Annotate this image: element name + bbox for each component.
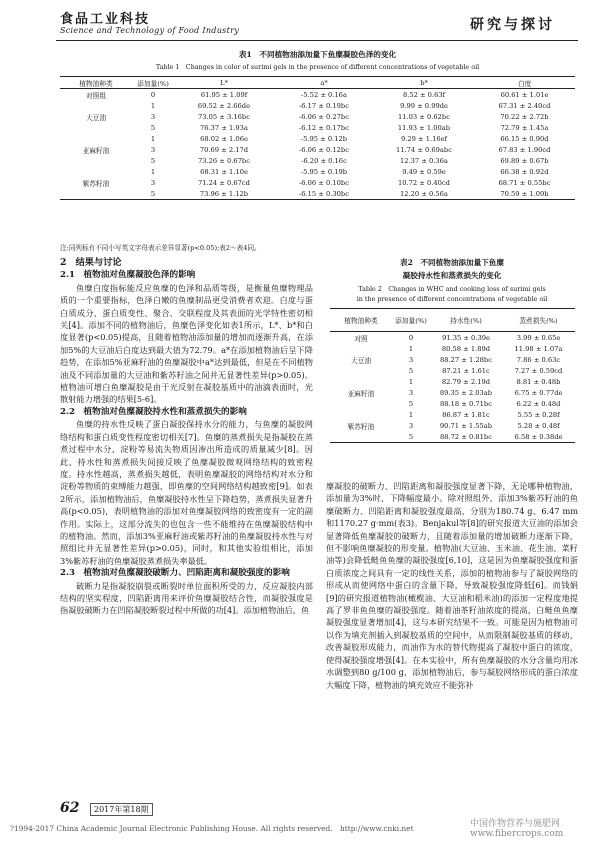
table-cell: 73.26 ± 0.67bc xyxy=(198,156,250,165)
table-cell: 1 xyxy=(150,101,156,110)
table1 xyxy=(60,76,575,200)
table-cell: 73.05 ± 3.16bc xyxy=(198,112,250,121)
table-row xyxy=(60,177,575,188)
table-cell: -6.06 ± 0.12bc xyxy=(299,145,349,154)
subsection-heading: 2.3 植物油对鱼糜凝胶破断力、凹陷距离和凝胶强度的影响 xyxy=(60,568,290,579)
table-cell xyxy=(330,431,392,443)
table-cell: 亚麻籽油 xyxy=(347,389,375,398)
table-row xyxy=(60,133,575,144)
table-cell: 76.37 ± 1.93a xyxy=(200,123,248,132)
table-cell: 5 xyxy=(150,123,156,132)
table-cell: 3 xyxy=(150,178,156,187)
table2-header-cell: 添加量(%) xyxy=(395,317,427,325)
table-cell: 70.22 ± 2.72b xyxy=(500,112,549,121)
table-cell: 大豆油 xyxy=(350,356,372,365)
table2-caption-en: Table 2 Changes in WHC and cooking loss of surimi gels xyxy=(358,285,546,293)
table-row xyxy=(60,122,575,133)
table-cell: 61.95 ± 1.09f xyxy=(200,90,248,99)
right-column xyxy=(326,480,578,691)
table-cell: -5.95 ± 0.19b xyxy=(300,167,348,176)
journal-title-cn: 食品工业科技 xyxy=(60,12,151,27)
table-cell: 69.89 ± 0.67b xyxy=(500,156,549,165)
table1-caption-en: Table 1 Changes in color of surimi gels in the presence of different concentrations of vegetable oil xyxy=(155,63,480,71)
table-cell: 88.72 ± 0.81bc xyxy=(440,432,492,441)
table-cell xyxy=(60,155,132,166)
table-cell: 66.15 ± 0.90d xyxy=(500,134,549,143)
table-cell: 88.27 ± 1.28bc xyxy=(440,355,492,364)
table1-header-cell: L* xyxy=(220,78,228,87)
table-cell: -6.20 ± 0.16c xyxy=(301,156,347,165)
table-row xyxy=(330,365,575,376)
table-cell: 5 xyxy=(408,432,414,441)
table-cell: 88.18 ± 0.71bc xyxy=(440,399,492,408)
table-cell: 6.58 ± 0.38de xyxy=(514,432,563,441)
table-cell: 68.31 ± 1.10e xyxy=(200,167,248,176)
table1-header-cell: 白度 xyxy=(517,79,532,88)
table-cell: 5.28 ± 0.48f xyxy=(517,421,560,430)
table-cell xyxy=(60,166,132,177)
table-cell: -6.17 ± 0.19bc xyxy=(299,101,349,110)
table1-note: 注:同列标有不同小写英文字母表示差异显著(p<0.05);表2～表4同。 xyxy=(60,244,261,252)
table2-header-cell: 持水性(%) xyxy=(450,317,482,325)
table-cell: 67.83 ± 1.90cd xyxy=(498,145,551,154)
table-row xyxy=(330,409,575,420)
table-cell: 91.35 ± 0.39e xyxy=(442,333,490,342)
table-cell xyxy=(60,188,132,200)
table1-header-cell: 植物油种类 xyxy=(79,79,113,88)
table-cell: 0 xyxy=(150,90,156,99)
left-column xyxy=(60,257,313,617)
table-cell: 9.49 ± 0.59e xyxy=(402,167,446,176)
table-cell: 69.52 ± 2.66de xyxy=(197,101,251,110)
subsection-heading: 2.2 植物油对鱼糜凝胶持水性和蒸煮损失的影响 xyxy=(60,406,247,417)
table2-header-row xyxy=(330,309,575,332)
table1-header-cell: b* xyxy=(420,78,428,87)
table-cell xyxy=(330,376,392,387)
table-cell: 12.37 ± 0.36a xyxy=(400,156,448,165)
table-cell xyxy=(330,398,392,409)
header-rule xyxy=(56,40,578,41)
table2 xyxy=(330,308,575,443)
table1-header-row xyxy=(60,77,575,89)
table-cell: 86.87 ± 1.81c xyxy=(442,410,490,419)
table-row xyxy=(330,376,575,387)
table2-header-cell: 蒸煮损失(%) xyxy=(519,317,558,325)
table-cell: 对照 xyxy=(354,334,368,343)
table-cell: -5.95 ± 0.12b xyxy=(300,134,348,143)
table-cell: 3 xyxy=(150,145,156,154)
table-row xyxy=(60,166,575,177)
table-cell: 1 xyxy=(408,410,414,419)
table-cell: 72.79 ± 1.45a xyxy=(500,123,549,132)
paragraph: 鱼糜白度指标能反应鱼糜的色泽和品质等级，是衡量鱼糜物理品质的一个重要指标，色泽白嫩的鱼糜制品更受消费者欢迎。白度与蛋白质成分、蛋白质变性、聚合、交联程度及其表面的光学特性密切相关[4]。添加不同的植物油后，鱼糜色泽变化如表1所示，L*、b*和白度显著(p<0.05)提高，且随着植物油添加量的增加而逐渐升高，在添加5%的大豆油后白度达到最大值为72.79。a*在添加植物油后呈下降趋势，在添加5%亚麻籽油的鱼糜凝胶中a*达到最低，但是在不同植物油及不同添加量的大豆油和紫苏籽油之间并无显著性差异(p>0.05)。植物油可增白鱼糜凝胶是由于光反射在凝胶基质中的油滴表面时，光散射能力增强的结果[5-6]。 xyxy=(60,282,313,405)
table-cell: 5.55 ± 0.28f xyxy=(517,410,560,419)
table-cell: 0 xyxy=(408,333,414,342)
table-row xyxy=(330,398,575,409)
table-cell: 大豆油 xyxy=(85,113,107,122)
table-cell: 6.22 ± 0.48d xyxy=(516,399,561,408)
table-cell: 12.20 ± 0.56a xyxy=(400,189,448,198)
table-row xyxy=(330,343,575,354)
table-row xyxy=(60,144,575,155)
table-row xyxy=(60,89,575,101)
table-cell: 1 xyxy=(408,377,414,386)
table-cell xyxy=(60,100,132,111)
table-cell: -6.06 ± 0.10bc xyxy=(299,178,349,187)
table-cell: 5 xyxy=(150,156,156,165)
table2-caption-cn-line2: 凝胶持水性和蒸煮损失的变化 xyxy=(402,271,502,280)
table-cell: 7.86 ± 0.63c xyxy=(516,355,561,364)
table-cell: 11.74 ± 0.69abc xyxy=(396,145,452,154)
table-cell: 10.72 ± 0.40cd xyxy=(398,178,450,187)
table-cell: 3 xyxy=(408,388,414,397)
table-cell: 1 xyxy=(150,134,156,143)
table2-caption-cn: 表2 不同植物油添加量下鱼糜 xyxy=(399,258,504,267)
table-row xyxy=(60,188,575,200)
subsection-heading: 2.1 植物油对鱼糜凝胶色泽的影响 xyxy=(60,270,196,281)
section-heading: 2 结果与讨论 xyxy=(60,257,122,268)
table-cell: 3 xyxy=(150,112,156,121)
table-cell: 82.79 ± 2.19d xyxy=(441,377,491,386)
table-cell: 60.61 ± 1.01e xyxy=(500,90,549,99)
table-cell xyxy=(330,343,392,354)
table-row xyxy=(330,431,575,443)
table-cell: 9.99 ± 0.99de xyxy=(400,101,448,110)
table-row xyxy=(60,155,575,166)
table-cell xyxy=(60,122,132,133)
table-cell: 紫苏籽油 xyxy=(82,179,110,188)
table-cell: 3 xyxy=(408,421,414,430)
table-cell: 11.03 ± 0.62bc xyxy=(398,112,450,121)
table-cell: 80.58 ± 1.89d xyxy=(441,344,491,353)
table-row xyxy=(330,354,575,365)
table-row xyxy=(60,100,575,111)
table-cell: -6.12 ± 0.17bc xyxy=(299,123,349,132)
table-cell: 11.93 ± 1.00ab xyxy=(397,123,451,132)
table-cell: 87.21 ± 1.61c xyxy=(442,366,490,375)
table-cell: 3 xyxy=(408,355,414,364)
page-number: 62 xyxy=(60,800,80,816)
table-cell: 71.24 ± 0.67cd xyxy=(198,178,250,187)
table-row xyxy=(330,332,575,344)
paragraph: 破断力是指凝胶崩裂或断裂时单位面积所受的力，反应凝胶内部结构的坚实程度，凹陷距离用来评价鱼糜凝胶结合性，而凝胶强度是指凝胶破断力在凹陷凝胶断裂过程中所做的功[4]。添加植物油后，鱼 xyxy=(60,580,313,616)
table-cell: 9.29 ± 1.16ef xyxy=(400,134,448,143)
table1-caption-cn: 表1 不同植物油添加量下鱼糜凝胶色泽的变化 xyxy=(238,50,397,59)
paragraph: 糜凝胶的破断力、凹陷距离和凝胶强度显著下降，无论哪种植物油，添加量为3%时，下降幅度最小。除对照组外，添加3%紫苏籽油的鱼糜破断力、凹陷距离和凝胶强度最高，分别为180.74 g、6.47 mm和1170.27 g·mm(表3)。Benjakul等[8]的研究报道大豆油的添加会显著降低鱼糜凝胶的破断力，且随着添加量的增加破断力逐渐下降，但不影响鱼糜凝胶的形变量。植物油(大豆油、玉米油、花生油、菜籽油等)会降低鲢鱼鱼糜的凝胶强度[6,10]，这是因为鱼糜凝胶强度和蛋白质浓度之间具有一定的线性关系，添加的植物油参与了凝胶网络的形成从而使网络中蛋白的含量下降，导致凝胶强度降低[6]。而钱娟[9]的研究报道植物油(橄榄油、大豆油和稻米油)的添加一定程度地提高了罗非鱼鱼糜的凝胶强度。随着油茶籽油浓度的提高，白鲢鱼鱼糜凝胶强度显著增加[4]，这与本研究结果不一致。可能是因为植物油可以作为填充剂插入到凝胶基质的空间中，从而限制凝胶基质的移动，改善凝胶形成能力，而油作为水的替代物提高了凝胶中蛋白的浓度，使得凝胶强度增强[4]。在本实验中，所有鱼糜凝胶的水分含量均用冰水调整到80 g/100 g，添加植物油后，参与凝胶网络形成的蛋白浓度大幅度下降，植物油的填充效应不能弥补 xyxy=(326,481,578,690)
table-cell xyxy=(330,409,392,420)
table-cell xyxy=(60,133,132,144)
table1-header-cell: a* xyxy=(320,78,328,87)
table-cell: 66.38 ± 0.92d xyxy=(500,167,549,176)
table-cell: -5.52 ± 0.16a xyxy=(301,90,347,99)
watermark: 中国作物营养与施肥网 www.fibercrops.com xyxy=(470,819,564,839)
table-cell: 90.71 ± 1.55ab xyxy=(439,421,493,430)
table-cell: 5 xyxy=(408,366,414,375)
table-cell: 73.96 ± 1.12b xyxy=(199,189,249,198)
table-cell: 5 xyxy=(408,399,414,408)
table-cell: -6.15 ± 0.30bc xyxy=(299,189,349,198)
issue-label: 2017年第18期 xyxy=(90,803,153,816)
journal-title-en: Science and Technology of Food Industry xyxy=(60,26,240,35)
table-cell: 6.75 ± 0.77de xyxy=(514,388,563,397)
copyright-line: ?1994-2017 China Academic Journal Electronic Publishing House. All rights reserved. http://www.cnki.net xyxy=(10,824,414,833)
table-cell: 3.99 ± 0.65e xyxy=(516,333,561,342)
table-cell: 1 xyxy=(150,167,156,176)
table-cell: 5 xyxy=(150,189,156,198)
table-row xyxy=(60,111,575,122)
table-cell: -6.06 ± 0.27bc xyxy=(299,112,349,121)
table2-caption-en-line2: in the presence of different concentrations of vegetable oil xyxy=(356,295,548,303)
table-cell: 70.69 ± 2.17d xyxy=(199,145,249,154)
table-cell: 亚麻籽油 xyxy=(82,146,110,155)
table-cell: 67.31 ± 2.40cd xyxy=(498,101,551,110)
table-cell: 8.81 ± 0.48b xyxy=(516,377,561,386)
table1-header-cell: 添加量(%) xyxy=(137,79,169,88)
table-row xyxy=(330,387,575,398)
section-tag: 研究与探讨 xyxy=(470,17,555,33)
table2-header-cell: 植物油种类 xyxy=(344,317,378,325)
table-cell: 紫苏籽油 xyxy=(347,422,375,431)
table-cell: 68.71 ± 0.55bc xyxy=(498,178,551,187)
paragraph: 鱼糜的持水性反映了蛋白凝胶保持水分的能力，与鱼糜的凝胶网络结构和蛋白质变性程度密切相关[7]。鱼糜的蒸煮损失是指凝胶在蒸煮过程中水分、淀粉等易流失物质因渗出所造成的质量减少[8]。因此，持水性和蒸煮损失间接反映了鱼糜凝胶微观网络结构的致密程度。持水性越高，蒸煮损失越低，表明鱼糜凝胶的网络结构对水分和淀粉等物质的束缚能力越强，即鱼糜的空间网络结构越致密[9]。如表2所示，添加植物油后，鱼糜凝胶持水性呈下降趋势，蒸煮损失显著升高(p<0.05)，表明植物油的添加对鱼糜凝胶网络的致密度有一定的副作用。实际上，这部分流失的也包含一些不能维持在鱼糜凝胶结构中的植物油。然而，添加3%亚麻籽油或紫苏籽油的鱼糜凝胶持水性与对照组比并无显著性差异(p>0.05)，同时，和其他实验组相比，添加3%紫苏籽油的鱼糜凝胶蒸煮损失率最低。 xyxy=(60,419,313,566)
table-cell xyxy=(330,365,392,376)
table-cell: 7.27 ± 0.59cd xyxy=(514,366,563,375)
table-cell: 70.59 ± 1.09b xyxy=(500,189,549,198)
table-cell: 8.52 ± 0.63f xyxy=(402,90,446,99)
table-row xyxy=(330,420,575,431)
table-cell: 11.98 ± 1.07a xyxy=(514,344,563,353)
table-cell: 89.35 ± 2.03ab xyxy=(439,388,493,397)
table-cell: 对照组 xyxy=(85,91,107,100)
table-cell: 68.02 ± 1.06e xyxy=(200,134,248,143)
table-cell: 1 xyxy=(408,344,414,353)
